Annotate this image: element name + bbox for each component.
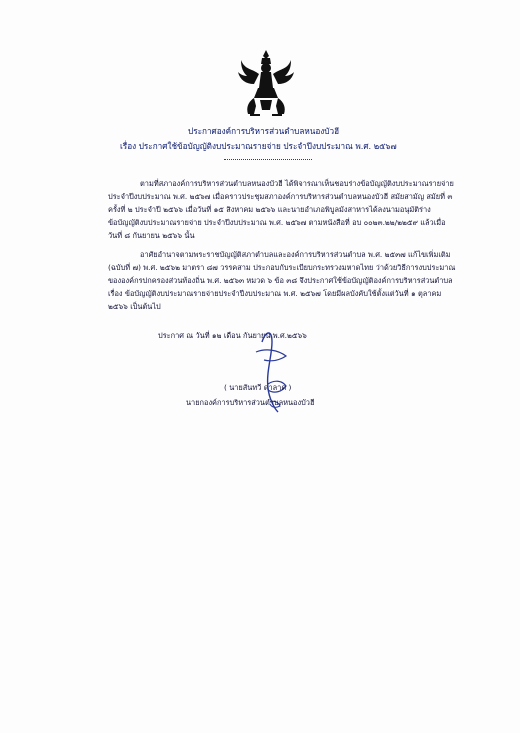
paragraph2-line: อาศัยอำนาจตามพระราชบัญญัติสภาตำบลและองค์การบริหารส่วนตำบล พ.ศ. ๒๕๓๗ แก้ไขเพิ่มเติม [140, 250, 451, 259]
paragraph2-line: เรื่อง ข้อบัญญัติงบประมาณรายจ่ายประจำปีงบประมาณ พ.ศ. ๒๕๖๗ โดยมีผลบังคับใช้ตั้งแต่วันที่ ๑ ตุลาคม [108, 289, 442, 298]
paragraph1-line: ครั้งที่ ๒ ประจำปี ๒๕๖๖ เมื่อวันที่ ๑๕ สิงหาคม ๒๕๖๖ และนายอำเภอพิบูลมังสาหารได้ลงนามอนุมัติร่าง [108, 205, 431, 214]
announcement-date: ประกาศ ณ วันที่ ๑๒ เดือน กันยายน พ.ศ.๒๕๖๖ [158, 331, 307, 340]
paragraph1-line: ตามที่สภาองค์การบริหารส่วนตำบลหนองบัวฮี ได้พิจารณาเห็นชอบร่างข้อบัญญัติงบประมาณรายจ่าย [140, 179, 454, 188]
paragraph1-line: ประจำปีงบประมาณ พ.ศ. ๒๕๖๗ เมื่อคราวประชุมสภาองค์การบริหารส่วนตำบลหนองบัวฮี สมัยสามัญ สมัยที่ ๓ [108, 192, 453, 201]
paragraph1-line: วันที่ ๘ กันยายน ๒๕๖๖ นั้น [108, 231, 195, 240]
garuda-emblem-icon [236, 48, 296, 118]
paragraph2-line: ๒๕๖๖ เป็นต้นไป [108, 302, 161, 311]
paragraph2-line: (ฉบับที่ ๗) พ.ศ. ๒๕๖๒ มาตรา ๘๗ วรรคสาม ประกอบกับระเบียบกระทรวงมหาดไทย ว่าด้วยวิธีการงบประมาณ [108, 263, 456, 272]
signer-name: ( นายสันทวี ดาลาด ) [224, 383, 292, 392]
signer-title: นายกองค์การบริหารส่วนตำบลหนองบัวฮี [186, 398, 315, 407]
paragraph1-line: ข้อบัญญัติงบประมาณรายจ่าย ประจำปีงบประมาณ พ.ศ. ๒๕๖๗ ตามหนังสือที่ อบ ๐๐๒๓.๒๒/๒๒๕๙ แล้วเมื่อ [108, 218, 446, 227]
title-divider [224, 153, 312, 160]
document-title: ประกาศองค์การบริหารส่วนตำบลหนองบัวฮี [188, 126, 340, 136]
paragraph2-line: ขององค์กรปกครองส่วนท้องถิ่น พ.ศ. ๒๕๖๓ หมวด ๖ ข้อ ๓๘ จึงประกาศใช้ข้อบัญญัติองค์การบริหารส่วนตำบล [108, 276, 453, 285]
document-subject: เรื่อง ประกาศใช้ข้อบัญญัติงบประมาณรายจ่าย ประจำปีงบประมาณ พ.ศ. ๒๕๖๗ [120, 141, 397, 151]
